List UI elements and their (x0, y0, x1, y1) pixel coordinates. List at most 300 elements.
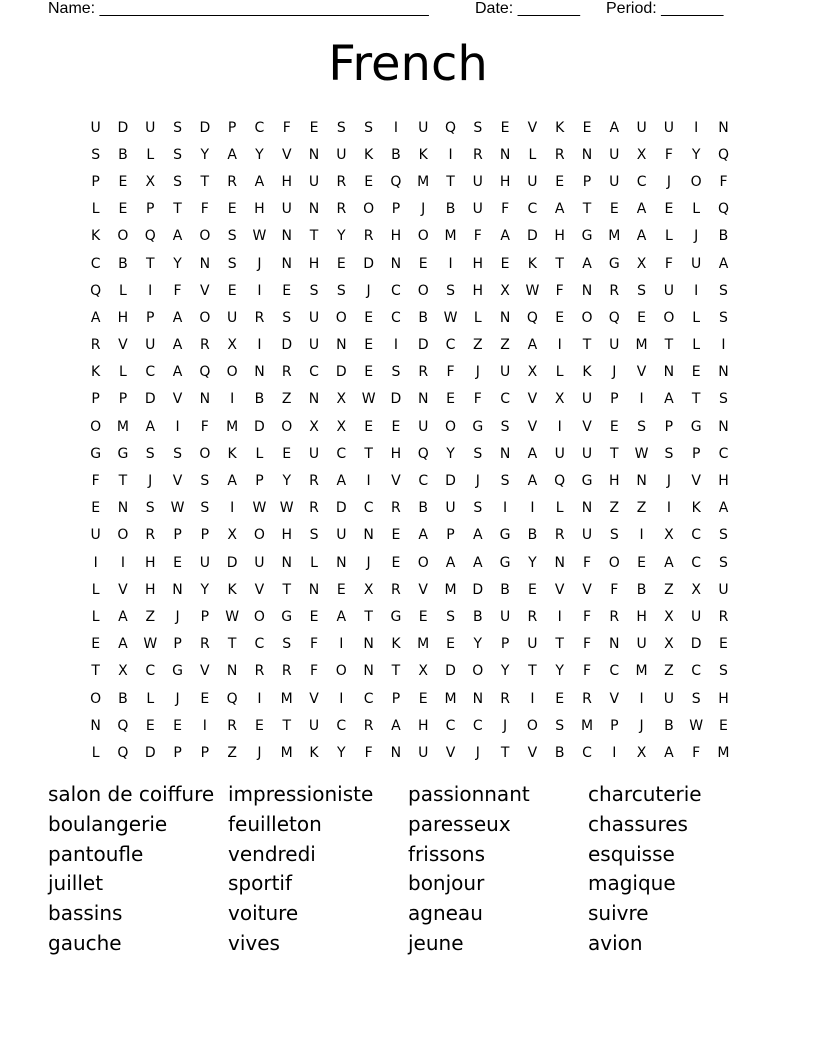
grid-letter: H (636, 608, 647, 625)
grid-letter: N (308, 146, 320, 163)
grid-letter: A (527, 337, 538, 354)
grid-letter: V (691, 473, 701, 490)
grid-letter: M (280, 690, 293, 707)
grid-letter: Q (717, 146, 729, 163)
grid-letter: O (226, 364, 238, 381)
grid-letter: U (281, 201, 292, 218)
grid-letter: W (143, 636, 158, 653)
grid-letter: Q (526, 309, 538, 326)
grid-letter: C (609, 663, 620, 680)
word-bank-item: impressioniste (228, 782, 374, 806)
grid-letter: P (391, 201, 401, 218)
grid-letter: A (172, 337, 183, 354)
grid-letter: N (199, 391, 211, 408)
grid-letter: K (691, 500, 701, 517)
grid-letter: S (173, 173, 182, 190)
grid-letter: N (718, 364, 729, 381)
word-bank-item: passionnant (408, 782, 530, 806)
grid-letter: N (390, 255, 402, 272)
word-bank-item: magique (588, 871, 676, 896)
grid-letter: F (555, 282, 564, 299)
grid-letter: G (172, 663, 183, 680)
grid-letter: X (336, 391, 347, 408)
grid-letter: O (199, 445, 211, 462)
grid-letter: U (609, 146, 620, 163)
grid-letter: B (118, 255, 128, 272)
grid-letter: D (445, 663, 456, 680)
grid-letter: S (473, 445, 483, 462)
grid-letter: R (363, 717, 374, 734)
grid-letter: N (308, 581, 320, 598)
grid-letter: E (227, 201, 237, 218)
grid-letter: I (721, 337, 726, 354)
grid-letter: Q (554, 473, 566, 490)
grid-letter: M (444, 690, 457, 707)
grid-letter: S (719, 309, 728, 326)
grid-letter: A (500, 228, 510, 245)
grid-letter: A (172, 364, 183, 381)
grid-letter: X (636, 744, 647, 761)
grid-letter: U (581, 527, 593, 544)
grid-letter: P (91, 391, 100, 408)
grid-letter: H (390, 228, 402, 245)
grid-letter: E (118, 173, 128, 190)
grid-letter: E (91, 500, 101, 517)
grid-letter: O (417, 554, 429, 571)
grid-letter: N (581, 146, 593, 163)
grid-letter: Y (255, 146, 264, 163)
grid-letter: E (609, 201, 619, 218)
grid-letter: N (718, 119, 729, 136)
grid-letter: N (363, 636, 374, 653)
grid-letter: E (364, 418, 374, 435)
word-bank-item: feuilleton (228, 811, 322, 836)
grid-letter: C (527, 201, 538, 218)
grid-letter: A (336, 608, 347, 625)
grid-letter: A (118, 608, 128, 625)
grid-letter: D (472, 581, 484, 598)
grid-letter: C (391, 309, 401, 326)
grid-letter: P (118, 391, 128, 408)
grid-letter: U (418, 119, 429, 136)
grid-letter: U (609, 337, 620, 354)
word-bank-item: voiture (228, 901, 299, 926)
grid-letter: R (718, 608, 729, 625)
grid-letter: Y (337, 744, 346, 761)
grid-letter: T (91, 663, 100, 680)
grid-letter: A (473, 527, 483, 544)
grid-letter: R (609, 282, 620, 299)
grid-letter: X (309, 418, 319, 435)
grid-letter: T (582, 337, 592, 354)
grid-letter: G (690, 418, 702, 435)
grid-letter: P (227, 119, 237, 136)
grid-letter: O (417, 282, 429, 299)
grid-letter: E (145, 717, 155, 734)
grid-letter: U (90, 527, 101, 544)
grid-letter: A (609, 119, 620, 136)
word-bank-item: chassures (588, 811, 688, 836)
grid-letter: F (282, 119, 291, 136)
grid-letter: V (527, 391, 538, 408)
grid-letter: V (172, 473, 183, 490)
grid-letter: O (472, 663, 484, 680)
grid-letter: P (173, 636, 182, 653)
grid-letter: B (718, 228, 729, 245)
grid-letter: T (664, 337, 674, 354)
grid-letter: E (173, 717, 182, 734)
grid-letter: L (664, 228, 673, 245)
grid-letter: L (692, 309, 701, 326)
grid-letter: S (446, 608, 455, 625)
grid-letter: X (145, 173, 156, 190)
grid-letter: R (254, 663, 265, 680)
grid-letter: E (664, 201, 674, 218)
grid-letter: T (528, 663, 537, 680)
grid-letter: N (199, 255, 211, 272)
grid-letter: H (390, 445, 402, 462)
grid-letter: N (363, 527, 374, 544)
grid-letter: A (391, 717, 401, 734)
grid-letter: E (364, 364, 374, 381)
grid-letter: K (582, 364, 592, 381)
grid-letter: H (281, 527, 292, 544)
grid-letter: L (119, 282, 127, 299)
grid-letter: I (503, 500, 508, 517)
grid-letter: O (253, 527, 265, 544)
grid-letter: A (227, 146, 237, 163)
grid-letter: K (527, 255, 537, 272)
grid-letter: R (227, 717, 237, 734)
grid-letter: P (446, 527, 455, 544)
grid-letter: F (664, 146, 673, 163)
grid-letter: P (200, 608, 210, 625)
grid-letter: N (281, 554, 292, 571)
page-title: French (328, 36, 488, 92)
grid-letter: S (446, 282, 455, 299)
grid-letter: S (336, 119, 346, 136)
grid-letter: L (473, 309, 482, 326)
grid-letter: F (173, 282, 182, 299)
grid-letter: M (444, 581, 457, 598)
grid-letter: I (448, 146, 453, 163)
grid-letter: J (475, 364, 480, 381)
grid-letter: U (581, 445, 593, 462)
grid-letter: M (608, 228, 621, 245)
grid-letter: J (257, 744, 262, 761)
date-field-label: Date: _______ (475, 0, 580, 17)
grid-letter: U (445, 500, 456, 517)
grid-letter: J (175, 608, 180, 625)
grid-letter: Y (500, 663, 510, 680)
grid-letter: S (719, 554, 728, 571)
grid-letter: Q (117, 744, 129, 761)
grid-letter: W (634, 445, 649, 462)
grid-letter: S (145, 500, 155, 517)
grid-letter: H (609, 473, 620, 490)
grid-letter: A (664, 744, 674, 761)
grid-letter: J (366, 554, 371, 571)
name-field-label: Name: _____________________________________ (48, 0, 429, 17)
grid-letter: V (118, 581, 128, 598)
grid-letter: U (581, 391, 593, 408)
grid-letter: F (582, 663, 592, 680)
grid-letter: O (663, 309, 675, 326)
grid-letter: P (391, 690, 401, 707)
grid-letter: G (90, 445, 102, 462)
grid-letter: M (635, 663, 648, 680)
grid-letter: H (144, 554, 156, 571)
grid-letter: W (252, 228, 267, 245)
grid-letter: N (363, 663, 374, 680)
grid-letter: C (500, 391, 510, 408)
grid-letter: M (417, 173, 430, 190)
grid-letter: D (144, 391, 156, 408)
grid-letter: G (117, 445, 129, 462)
grid-letter: K (391, 636, 401, 653)
grid-letter: R (609, 608, 620, 625)
grid-letter: H (308, 255, 320, 272)
grid-letter: N (472, 690, 484, 707)
grid-letter: W (525, 282, 540, 299)
grid-letter: E (336, 255, 346, 272)
grid-letter: L (91, 581, 100, 598)
grid-letter: P (146, 309, 155, 326)
grid-letter: Z (664, 581, 674, 598)
grid-letter: W (170, 500, 185, 517)
grid-letter: S (637, 418, 647, 435)
grid-letter: A (636, 228, 647, 245)
word-bank-item: salon de coiffure (48, 782, 215, 806)
grid-letter: X (664, 636, 674, 653)
grid-letter: C (363, 500, 374, 517)
grid-letter: A (254, 173, 265, 190)
grid-letter: Z (145, 608, 156, 625)
grid-letter: O (90, 418, 102, 435)
grid-letter: K (91, 364, 101, 381)
grid-letter: O (199, 309, 211, 326)
grid-letter: U (308, 309, 320, 326)
grid-letter: D (254, 418, 265, 435)
grid-letter: D (281, 337, 293, 354)
grid-letter: D (144, 744, 156, 761)
grid-letter: E (364, 173, 374, 190)
grid-letter: F (582, 636, 592, 653)
grid-letter: Q (417, 445, 429, 462)
grid-letter: O (581, 309, 593, 326)
grid-letter: V (418, 581, 428, 598)
grid-letter: Y (691, 146, 701, 163)
grid-letter: P (255, 473, 264, 490)
grid-letter: T (364, 608, 373, 625)
grid-letter: D (690, 636, 702, 653)
word-bank-item: pantoufle (48, 841, 144, 866)
grid-letter: X (664, 608, 674, 625)
grid-letter: S (719, 391, 728, 408)
grid-letter: C (254, 636, 265, 653)
grid-letter: S (282, 309, 292, 326)
grid-letter: F (692, 744, 701, 761)
grid-letter: X (118, 663, 128, 680)
grid-letter: B (500, 581, 510, 598)
grid-letter: R (254, 309, 265, 326)
grid-letter: G (499, 554, 511, 571)
grid-letter: G (390, 608, 402, 625)
word-bank-item: suivre (588, 901, 649, 926)
grid-letter: W (279, 500, 294, 517)
grid-letter: V (118, 337, 128, 354)
grid-letter: C (391, 282, 401, 299)
grid-letter: N (554, 554, 565, 571)
grid-letter: I (148, 282, 153, 299)
grid-letter: E (418, 608, 428, 625)
grid-letter: N (663, 364, 675, 381)
grid-letter: A (527, 445, 538, 462)
grid-letter: O (117, 228, 129, 245)
grid-letter: E (255, 717, 264, 734)
grid-letter: U (609, 173, 620, 190)
grid-letter: A (554, 201, 565, 218)
grid-letter: L (91, 608, 100, 625)
grid-letter: E (391, 554, 401, 571)
grid-letter: L (528, 146, 537, 163)
grid-letter: U (663, 119, 674, 136)
grid-letter: C (336, 717, 347, 734)
grid-letter: E (555, 309, 565, 326)
grid-letter: I (120, 554, 126, 571)
grid-letter: W (361, 391, 376, 408)
grid-letter: E (173, 554, 182, 571)
grid-letter: R (227, 173, 237, 190)
grid-letter: M (717, 744, 730, 761)
word-bank-item: sportif (228, 871, 293, 896)
grid-letter: Z (227, 744, 237, 761)
grid-letter: E (719, 636, 728, 653)
grid-letter: M (280, 744, 293, 761)
grid-letter: U (199, 554, 210, 571)
grid-letter: I (557, 608, 562, 625)
grid-letter: F (664, 255, 673, 272)
grid-letter: O (417, 228, 429, 245)
grid-letter: B (118, 690, 128, 707)
grid-letter: S (336, 282, 346, 299)
grid-letter: K (555, 119, 565, 136)
grid-letter: N (609, 636, 620, 653)
grid-letter: R (554, 527, 565, 544)
grid-letter: X (227, 527, 237, 544)
grid-letter: T (391, 663, 401, 680)
grid-letter: D (445, 473, 456, 490)
grid-letter: J (366, 282, 371, 299)
grid-letter: E (637, 309, 647, 326)
grid-letter: V (391, 473, 401, 490)
grid-letter: N (499, 146, 511, 163)
grid-letter: Q (144, 228, 156, 245)
grid-letter: D (117, 119, 129, 136)
grid-letter: C (254, 119, 265, 136)
grid-letter: Z (473, 337, 483, 354)
grid-letter: L (555, 500, 564, 517)
grid-letter: P (91, 173, 100, 190)
grid-letter: B (554, 744, 565, 761)
grid-letter: S (364, 119, 374, 136)
grid-letter: L (692, 201, 701, 218)
grid-letter: Z (664, 663, 674, 680)
grid-letter: V (254, 581, 265, 598)
grid-letter: U (90, 119, 101, 136)
grid-letter: U (499, 364, 511, 381)
grid-letter: N (581, 500, 593, 517)
grid-letter: I (639, 391, 644, 408)
grid-letter: A (172, 309, 183, 326)
grid-letter: I (339, 690, 344, 707)
grid-letter: V (445, 744, 456, 761)
grid-letter: R (199, 337, 210, 354)
grid-letter: N (718, 418, 729, 435)
grid-letter: M (226, 418, 239, 435)
grid-letter: E (282, 445, 292, 462)
grid-letter: S (173, 119, 182, 136)
grid-letter: O (90, 690, 102, 707)
grid-letter: F (719, 173, 728, 190)
grid-letter: I (393, 119, 398, 136)
grid-letter: T (118, 473, 128, 490)
grid-letter: U (718, 581, 729, 598)
grid-letter: J (639, 717, 644, 734)
grid-letter: Q (444, 119, 457, 136)
word-bank-item: frissons (408, 841, 485, 866)
grid-letter: P (610, 717, 619, 734)
grid-letter: A (664, 554, 674, 571)
word-bank-item: charcuterie (588, 782, 702, 806)
grid-letter: A (473, 554, 483, 571)
grid-letter: D (199, 119, 211, 136)
grid-letter: V (200, 282, 210, 299)
grid-letter: S (200, 500, 210, 517)
grid-letter: I (93, 554, 98, 571)
grid-letter: R (554, 146, 565, 163)
grid-letter: Y (337, 228, 346, 245)
grid-letter: X (636, 146, 647, 163)
grid-letter: N (636, 473, 647, 490)
grid-letter: P (500, 636, 510, 653)
grid-letter: S (609, 527, 619, 544)
grid-letter: B (418, 309, 429, 326)
grid-letter: F (473, 228, 482, 245)
word-bank-item: jeune (408, 930, 464, 955)
grid-letter: U (308, 445, 320, 462)
grid-letter: E (609, 418, 619, 435)
grid-letter: V (200, 663, 210, 680)
grid-letter: V (527, 418, 538, 435)
grid-letter: K (418, 146, 428, 163)
grid-letter: B (445, 201, 456, 218)
grid-letter: I (694, 119, 699, 136)
grid-letter: U (499, 608, 511, 625)
grid-letter: E (200, 690, 210, 707)
grid-letter: X (363, 581, 374, 598)
grid-letter: I (530, 500, 535, 517)
grid-letter: I (257, 282, 262, 299)
grid-letter: U (663, 282, 674, 299)
grid-letter: P (691, 445, 701, 462)
grid-letter: P (664, 418, 674, 435)
grid-letter: H (417, 717, 429, 734)
grid-letter: T (364, 445, 373, 462)
grid-letter: N (336, 554, 347, 571)
grid-letter: C (90, 255, 101, 272)
grid-letter: I (230, 391, 235, 408)
